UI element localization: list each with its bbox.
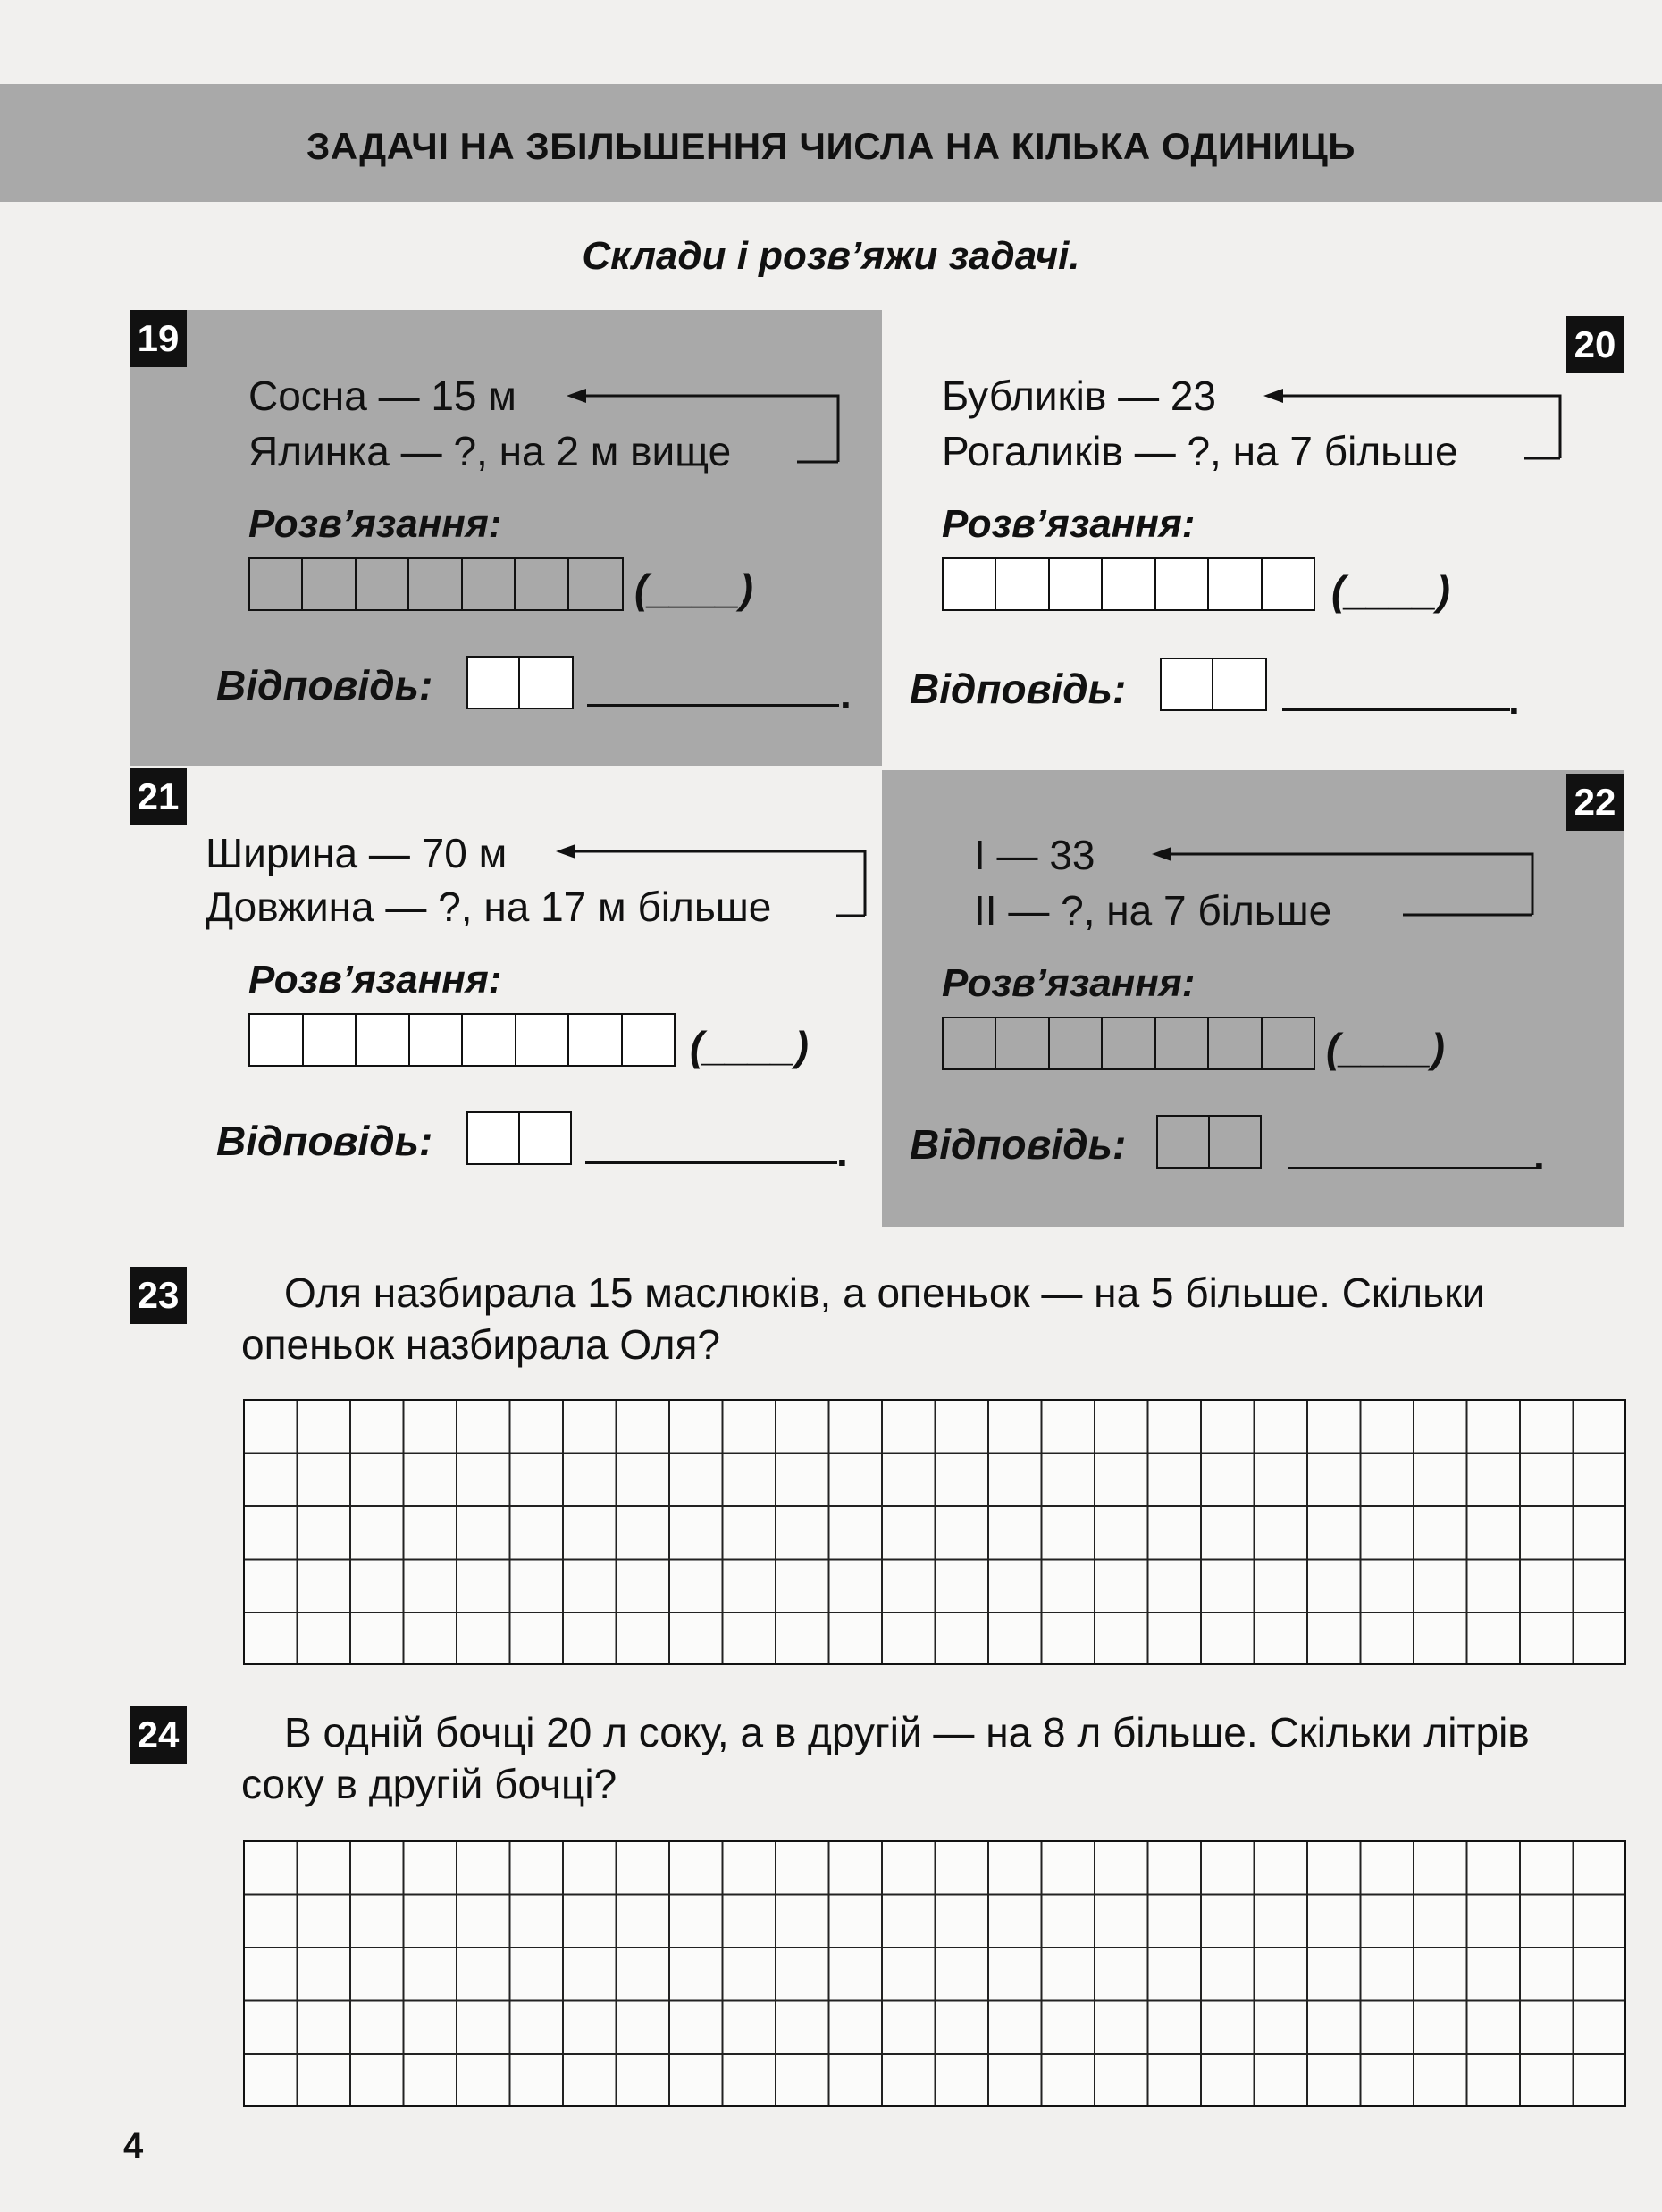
task-22-line1: І — 33 <box>974 832 1095 878</box>
task-21-unit: (____) <box>690 1023 809 1069</box>
task-20-arrow-icon <box>1260 380 1573 469</box>
problem-23-number: 23 <box>130 1267 187 1324</box>
task-20-solution-cells[interactable] <box>942 557 1315 611</box>
task-19-arrow-icon <box>563 380 849 469</box>
task-19-answer-cells[interactable] <box>466 656 574 709</box>
task-20-answer-cells[interactable] <box>1160 658 1267 711</box>
task-21-answer-label: Відповідь: <box>216 1118 433 1164</box>
task-20-number: 20 <box>1566 316 1624 373</box>
task-20-unit: (____) <box>1331 567 1450 614</box>
task-20-answer-label: Відповідь: <box>910 666 1127 712</box>
page-number: 4 <box>123 2126 144 2166</box>
task-21-line1: Ширина — 70 м <box>206 830 508 876</box>
problem-23-answer-grid[interactable] <box>243 1399 1626 1665</box>
task-22-solution-cells[interactable] <box>942 1017 1315 1070</box>
problem-23-line2: опеньок назбирала Оля? <box>241 1321 720 1368</box>
task-21-number: 21 <box>130 768 187 825</box>
task-19-solution-label: Розв’язання: <box>248 502 502 546</box>
task-19-answer-label: Відповідь: <box>216 662 433 708</box>
task-21-solution-label: Розв’язання: <box>248 958 502 1001</box>
task-21-arrow-icon <box>552 835 874 925</box>
problem-23-text <box>241 1267 1635 1370</box>
task-22-answer-cells[interactable] <box>1156 1115 1262 1169</box>
task-19-solution-cells[interactable] <box>248 557 624 611</box>
task-21-answer-dot: . <box>836 1128 848 1175</box>
task-22-solution-label: Розв’язання: <box>942 961 1196 1005</box>
task-19-answer-line[interactable] <box>587 704 839 707</box>
task-20-line2: Рогаликів — ?, на 7 більше <box>942 428 1458 474</box>
task-22-arrow-icon <box>1148 838 1541 927</box>
task-21-answer-line[interactable] <box>585 1161 837 1164</box>
task-22-answer-dot: . <box>1533 1132 1545 1178</box>
task-20-solution-label: Розв’язання: <box>942 502 1196 546</box>
task-20-answer-dot: . <box>1508 676 1520 723</box>
problem-24-line1: В одній бочці 20 л соку, а в другій — на 8 л більше. Скільки літрів <box>284 1709 1530 1755</box>
task-20-line1: Бубликів — 23 <box>942 373 1217 419</box>
problem-24-answer-grid[interactable] <box>243 1840 1626 2107</box>
task-21-answer-cells[interactable] <box>466 1111 572 1165</box>
task-19-unit: (____) <box>634 566 753 612</box>
task-19-line1: Сосна — 15 м <box>248 373 516 419</box>
task-22-line2: ІІ — ?, на 7 більше <box>974 887 1332 934</box>
problem-24-number: 24 <box>130 1706 187 1764</box>
problem-24-text <box>241 1706 1635 1810</box>
instruction: Склади і розв’яжи задачі. <box>582 234 1080 278</box>
page-title: ЗАДАЧІ НА ЗБІЛЬШЕННЯ ЧИСЛА НА КІЛЬКА ОДИНИЦЬ <box>306 125 1356 167</box>
task-22-answer-label: Відповідь: <box>910 1121 1127 1168</box>
task-19-number: 19 <box>130 310 187 367</box>
task-22-answer-line[interactable] <box>1288 1167 1537 1169</box>
task-22-number: 22 <box>1566 774 1624 831</box>
task-20-answer-line[interactable] <box>1282 708 1510 711</box>
problem-24-line2: соку в другій бочці? <box>241 1761 617 1807</box>
task-19-answer-dot: . <box>840 671 852 717</box>
task-19-line2: Ялинка — ?, на 2 м вище <box>248 428 732 474</box>
problem-23-line1: Оля назбирала 15 маслюків, а опеньок — на 5 більше. Скільки <box>284 1269 1485 1316</box>
task-22-unit: (____) <box>1326 1025 1445 1071</box>
task-21-solution-cells[interactable] <box>248 1013 676 1067</box>
task-21-line2: Довжина — ?, на 17 м більше <box>206 884 772 930</box>
